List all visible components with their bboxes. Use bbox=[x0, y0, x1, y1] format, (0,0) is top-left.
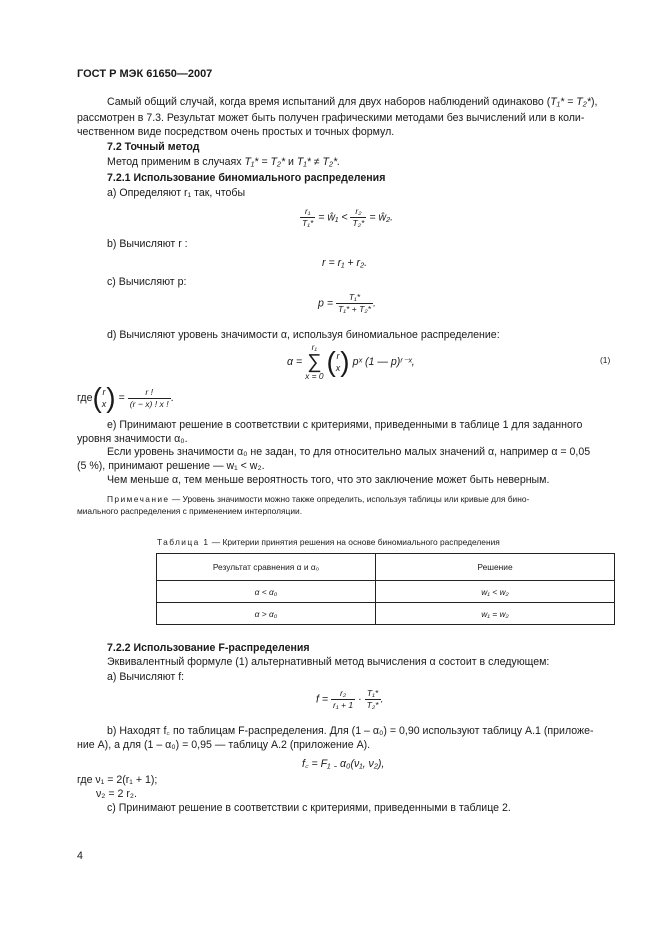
equation-number-1: (1) bbox=[600, 355, 611, 365]
section-7-2-text: Метод применим в случаях T₁* = T₂* и T₁* ≠ T₂*. bbox=[107, 156, 341, 168]
paragraph-2: Чем меньше α, тем меньше вероятность того, что это заключение может быть неверным. bbox=[107, 474, 550, 486]
note-line-1: Примечание — Уровень значимости можно также определить, используя таблицы или кривые для бино- bbox=[107, 494, 530, 504]
table-row bbox=[157, 581, 615, 603]
equation-b: r = r₁ + r₂. bbox=[322, 257, 368, 269]
page-number: 4 bbox=[77, 850, 83, 862]
step-f-c: c) Принимают решение в соответствии с критериями, приведенными в таблице 2. bbox=[107, 802, 511, 814]
table-cell: α > α₀ bbox=[157, 603, 376, 625]
intro-line-1: Самый общий случай, когда время испытаний для двух наборов наблюдений одинаково (T₁* = T₂*), bbox=[107, 96, 598, 108]
paragraph-1-line-2: (5 %), принимают решение — w₁ < w₂. bbox=[77, 460, 265, 472]
table-header-cell: Результат сравнения α и α₀ bbox=[157, 554, 376, 581]
where-nu-2: ν₂ = 2 r₂. bbox=[96, 788, 137, 800]
step-a: a) Определяют r₁ так, чтобы bbox=[107, 187, 246, 199]
section-7-2-heading: 7.2 Точный метод bbox=[107, 141, 200, 153]
note-line-2: миального распределения с применением интерполяции. bbox=[77, 506, 303, 516]
equation-a: $\frac{\text{r₁}}{\text{T₁*}}$ = ŵ₁ < $\frac{\text{r₂}}{\text{T₂*}}$ = ŵ₂. bbox=[302, 206, 394, 228]
step-d: d) Вычисляют уровень значимости α, используя биномиальное распределение: bbox=[107, 329, 500, 341]
table-cell: w₁ < w₂ bbox=[376, 581, 615, 603]
paragraph-1-line-1: Если уровень значимости α₀ не задан, то для относительно малых значений α, например α = 0,05 bbox=[107, 446, 591, 458]
step-e-line-2: уровня значимости α₀. bbox=[77, 433, 188, 445]
table-row bbox=[157, 603, 615, 625]
table-cell: α < α₀ bbox=[157, 581, 376, 603]
binomial-definition: где( r x ) = $\frac{r !}{(r - x) ! x !}$ . bbox=[77, 382, 174, 413]
step-c: c) Вычисляют p: bbox=[107, 276, 187, 288]
where-nu-1: где ν₁ = 2(r₁ + 1); bbox=[77, 774, 158, 786]
section-7-2-2-text: Эквивалентный формуле (1) альтернативный метод вычисления α состоит в следующем: bbox=[107, 656, 550, 668]
equation-1: α = r₁ ∑ x = 0 ( r x ) pˣ (1 — p)ʳ⁻ˣ, bbox=[287, 342, 415, 381]
step-f-b-line-1: b) Находят f꜀ по таблицам F-распределения. Для (1 – α₀) = 0,90 используют таблицу А.1 (приложе- bbox=[107, 725, 594, 737]
table-header-row bbox=[157, 554, 615, 581]
equation-fc: f꜀ = F₁ ₋ α₀(ν₁, ν₂), bbox=[302, 758, 385, 770]
table-1-caption: Таблица 1 — Критерии принятия решения на основе биномиального распределения bbox=[157, 537, 500, 547]
step-f-a: a) Вычисляют f: bbox=[107, 671, 185, 683]
step-f-b-line-2: ние А), а для (1 – α₀) = 0,95 — таблицу А.2 (приложение А). bbox=[77, 739, 371, 751]
document-header: ГОСТ Р МЭК 61650—2007 bbox=[77, 68, 213, 80]
table-cell: w₁ = w₂ bbox=[376, 603, 615, 625]
table-header-cell: Решение bbox=[376, 554, 615, 581]
equation-f: f = $\frac{\text{r₂}}{\text{r₁ + 1}}$ · $\frac{\text{T₁*}}{\text{T₂*}}$ . bbox=[316, 688, 384, 710]
step-b: b) Вычисляют r : bbox=[107, 238, 188, 250]
intro-line-3: чественном виде посредством очень простых и точных формул. bbox=[77, 126, 395, 138]
equation-c: p = $\frac{\text{T₁*}}{\text{T₁* + T₂*}}$ . bbox=[318, 292, 376, 314]
intro-line-2: рассмотрен в 7.3. Результат может быть получен графическими методами без вычислений или в коли- bbox=[77, 112, 585, 124]
table-1 bbox=[156, 553, 615, 625]
step-e-line-1: e) Принимают решение в соответствии с критериями, приведенными в таблице 1 для заданного bbox=[107, 419, 583, 431]
section-7-2-1-heading: 7.2.1 Использование биномиального распределения bbox=[107, 172, 386, 184]
section-7-2-2-heading: 7.2.2 Использование F-распределения bbox=[107, 642, 310, 654]
